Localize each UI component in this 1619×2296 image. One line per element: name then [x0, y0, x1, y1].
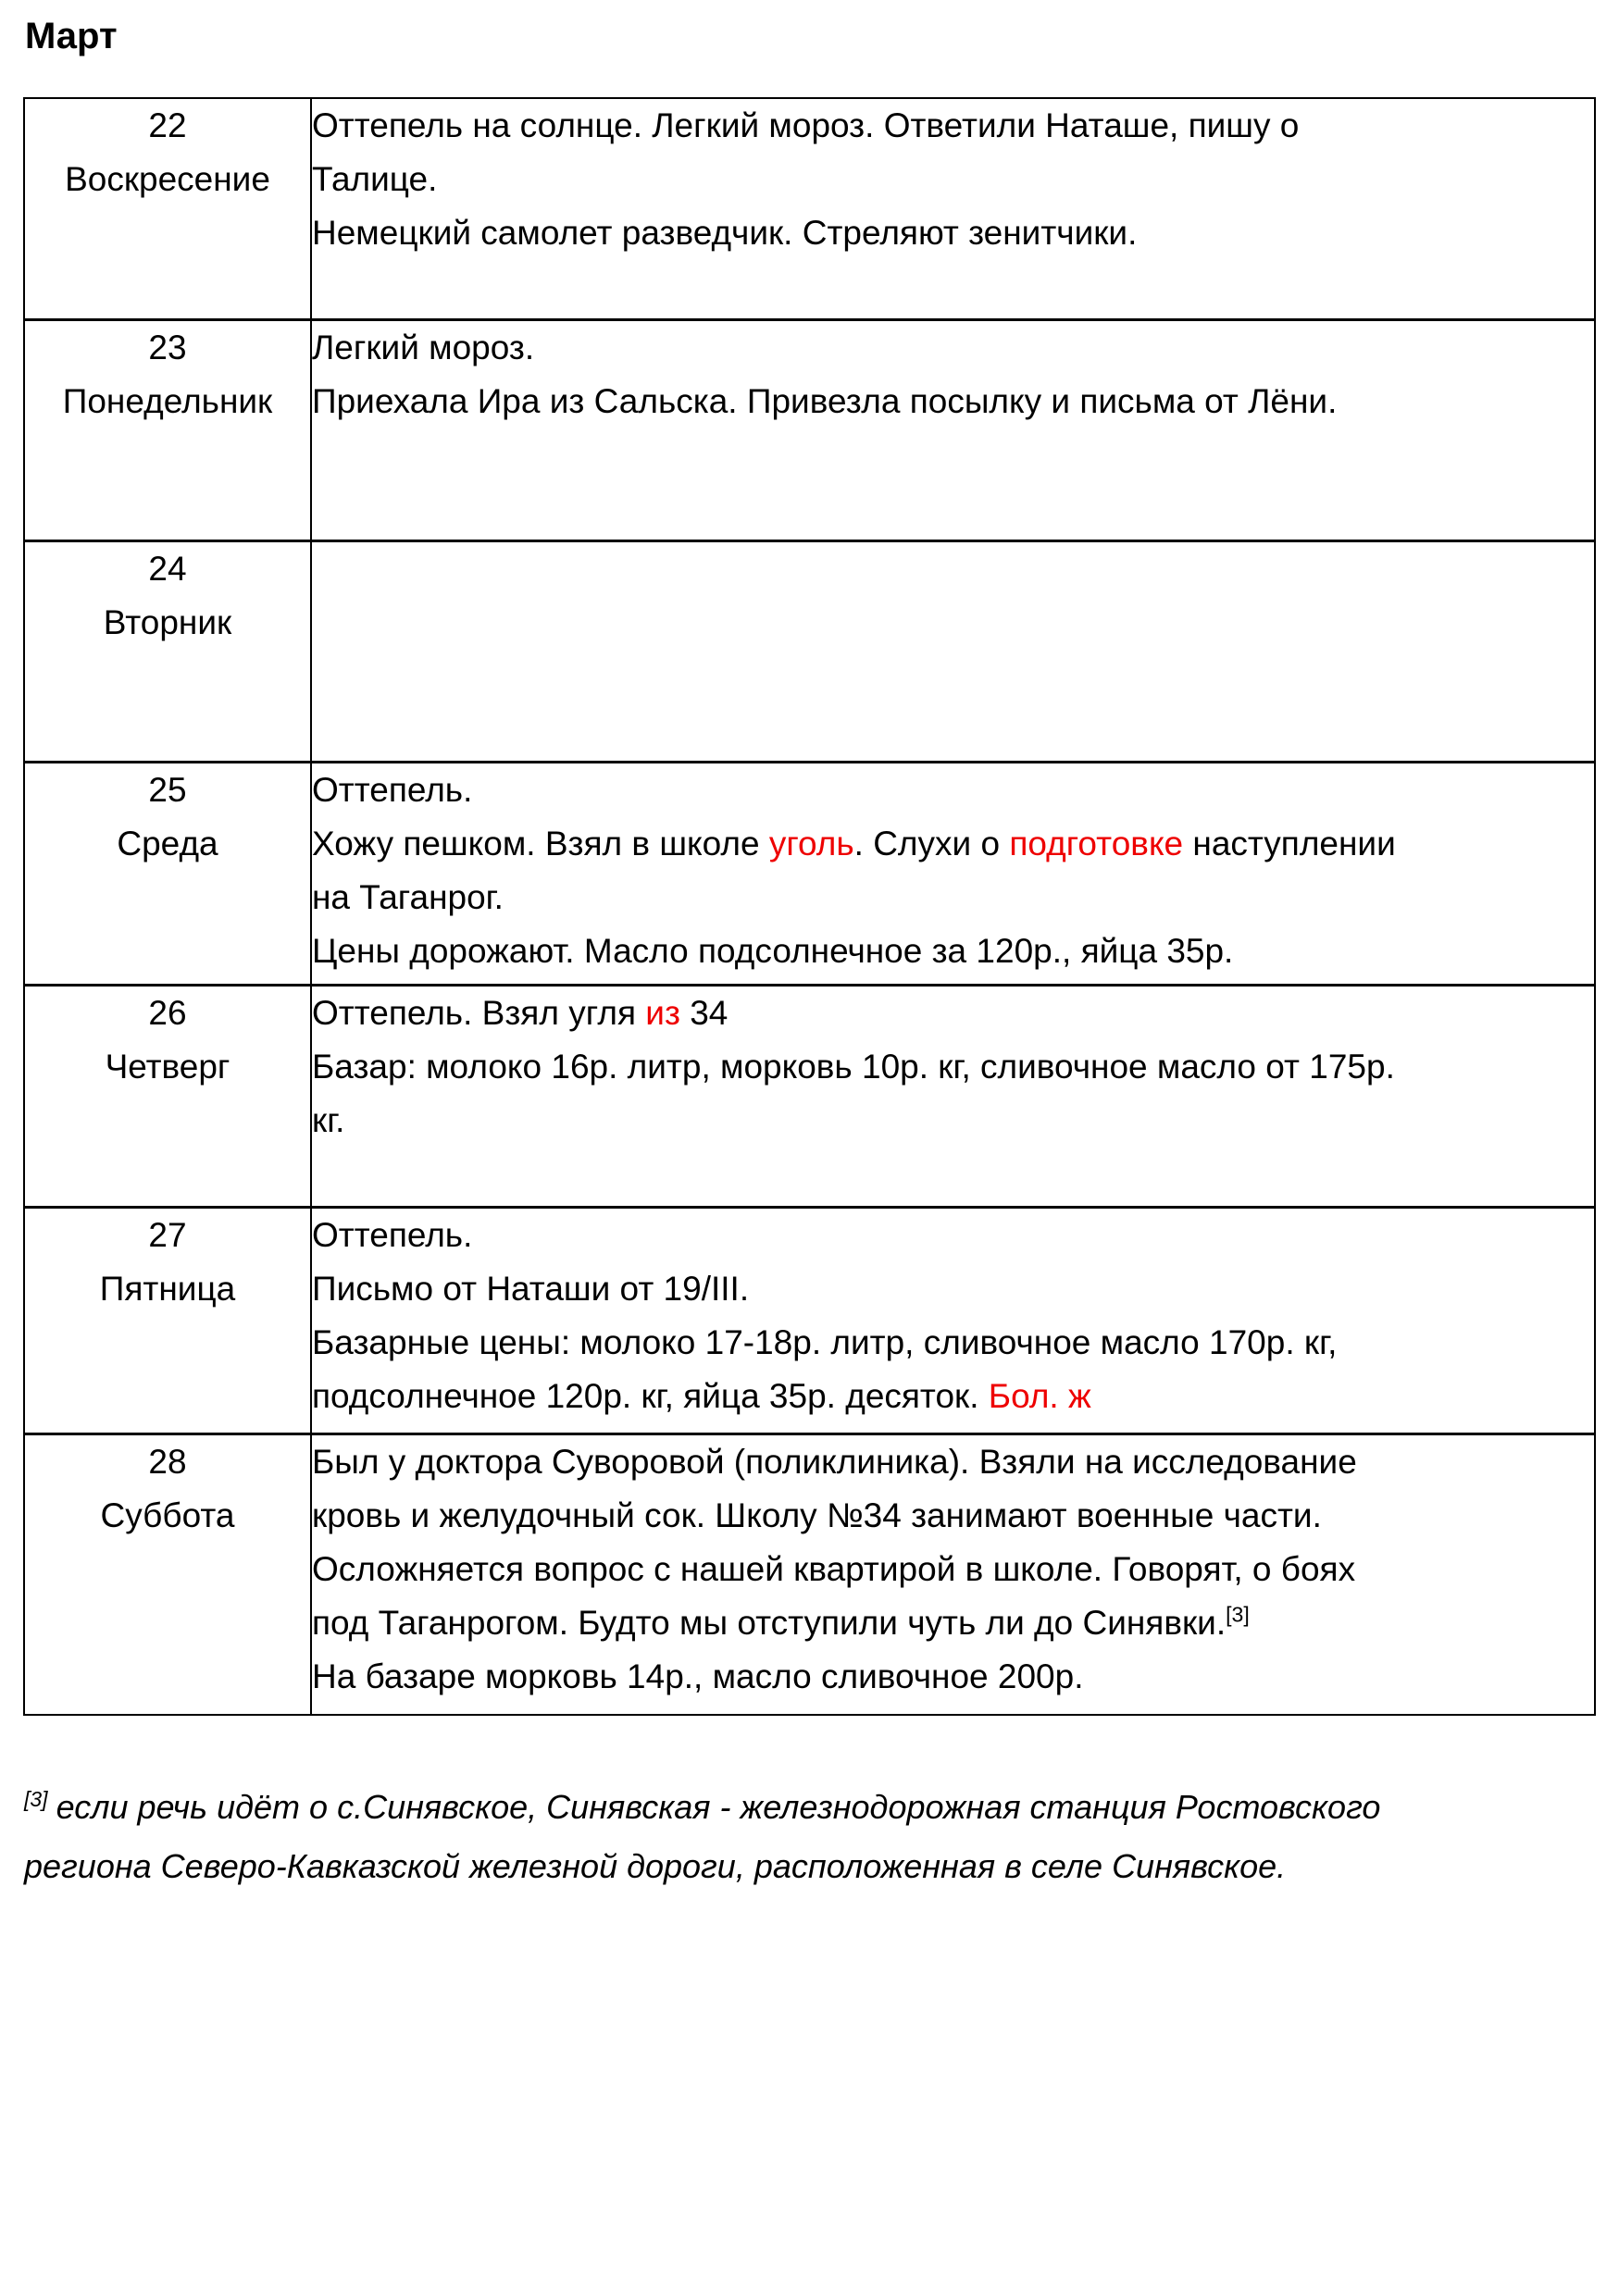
entry-line [312, 1209, 1594, 1262]
date-cell [24, 540, 311, 762]
text-segment: Немецкий самолет разведчик. Стреляют зенитчики. [312, 214, 1138, 252]
entry-line [312, 1316, 1594, 1370]
text-segment: подсолнечное 120р. кг, яйца 35р. десяток. [312, 1376, 989, 1415]
entry-line [312, 1370, 1594, 1423]
entry-line [312, 375, 1594, 428]
text-segment: Приехала Ира из Сальска. Привезла посылку и письма от Лёни. [312, 381, 1338, 420]
entry-line [312, 1543, 1594, 1596]
entry-cell [311, 985, 1595, 1207]
table-row [24, 319, 1595, 540]
date-number: 22 [148, 106, 187, 144]
footnote [24, 1778, 1597, 1896]
table-row [24, 1433, 1595, 1715]
entry-line [312, 99, 1594, 153]
entry-line [312, 1040, 1594, 1094]
weekday-label: Понедельник [62, 381, 273, 420]
table-row [24, 762, 1595, 985]
entry-line [312, 925, 1594, 978]
weekday-label: Среда [117, 824, 218, 863]
text-segment: На базаре морковь 14р., масло сливочное 200р. [312, 1657, 1084, 1695]
entry-line [312, 1596, 1594, 1650]
date-number: 27 [148, 1215, 187, 1254]
text-segment: наступлении [1183, 824, 1396, 863]
text-segment: Хожу пешком. Взял в школе [312, 824, 769, 863]
entry-line [312, 1094, 1594, 1148]
date-number: 26 [148, 993, 187, 1032]
footnote-marker: [3] [24, 1787, 48, 1811]
date-number: 28 [148, 1442, 187, 1481]
entry-cell [311, 762, 1595, 985]
entry-cell [311, 540, 1595, 762]
text-segment: подготовке [1009, 824, 1184, 863]
table-row [24, 98, 1595, 319]
text-segment: Бол. ж [988, 1376, 1091, 1415]
text-segment: 34 [679, 993, 729, 1032]
table-row [24, 540, 1595, 762]
text-segment: Был у доктора Суворовой (поликлиника). Взяли на исследование [312, 1442, 1357, 1481]
date-number: 25 [148, 770, 187, 809]
text-segment: на Таганрог. [312, 877, 504, 916]
text-segment: Легкий мороз. [312, 328, 535, 366]
text-segment: Письмо от Наташи от 19/III. [312, 1269, 750, 1308]
text-segment: Оттепель на солнце. Легкий мороз. Ответили Наташе, пишу о [312, 106, 1300, 144]
footnote-ref: [3] [1226, 1602, 1250, 1627]
date-cell [24, 762, 311, 985]
date-number: 24 [148, 549, 187, 588]
text-segment: из [645, 993, 680, 1032]
date-cell [24, 319, 311, 540]
entry-line [312, 817, 1594, 871]
footnote-text-1: если речь идёт о с.Синявское, Синявская - железнодорожная станция Ростовского [56, 1788, 1381, 1826]
entry-cell [311, 98, 1595, 319]
entry-line [312, 763, 1594, 817]
text-segment: Базар: молоко 16р. литр, морковь 10р. кг, сливочное масло от 175р. [312, 1047, 1395, 1086]
entry-line [312, 153, 1594, 206]
text-segment: Осложняется вопрос с нашей квартирой в школе. Говорят, о боях [312, 1549, 1356, 1588]
diary-table-body [24, 98, 1595, 1715]
date-cell [24, 985, 311, 1207]
footnote-line-1 [24, 1778, 1597, 1837]
text-segment: . Слухи о [853, 824, 1010, 863]
date-cell [24, 1207, 311, 1433]
text-segment: Цены дорожают. Масло подсолнечное за 120р., яйца 35р. [312, 931, 1234, 970]
entry-line [312, 321, 1594, 375]
text-segment: Базарные цены: молоко 17-18р. литр, сливочное масло 170р. кг, [312, 1322, 1338, 1361]
entry-cell [311, 1433, 1595, 1715]
entry-cell [311, 319, 1595, 540]
weekday-label: Суббота [100, 1496, 235, 1534]
date-cell [24, 98, 311, 319]
weekday-label: Вторник [103, 602, 232, 641]
date-number: 23 [148, 328, 187, 366]
weekday-label: Пятница [99, 1269, 236, 1308]
text-segment: Талице. [312, 160, 438, 198]
entry-line [312, 871, 1594, 925]
entry-line [312, 1489, 1594, 1543]
entry-line [312, 1435, 1594, 1489]
text-segment: уголь [768, 824, 854, 863]
diary-table [23, 97, 1596, 1716]
text-segment: Оттепель. [312, 770, 473, 809]
entry-cell [311, 1207, 1595, 1433]
text-segment: Оттепель. [312, 1215, 473, 1254]
page-title: Март [25, 16, 118, 56]
entry-line [312, 1262, 1594, 1316]
entry-line [312, 206, 1594, 260]
text-segment: Оттепель. Взял угля [312, 993, 646, 1032]
entry-line [312, 1650, 1594, 1704]
weekday-label: Воскресение [65, 160, 270, 198]
text-segment: кг. [312, 1100, 345, 1139]
date-cell [24, 1433, 311, 1715]
text-segment: кровь и желудочный сок. Школу №34 занимают военные части. [312, 1496, 1322, 1534]
entry-line [312, 987, 1594, 1040]
footnote-line-2: региона Северо-Кавказской железной дороги, расположенная в селе Синявское. [24, 1847, 1287, 1885]
table-row [24, 985, 1595, 1207]
text-segment: под Таганрогом. Будто мы отступили чуть ли до Синявки. [312, 1603, 1227, 1642]
table-row [24, 1207, 1595, 1433]
weekday-label: Четверг [105, 1047, 230, 1086]
